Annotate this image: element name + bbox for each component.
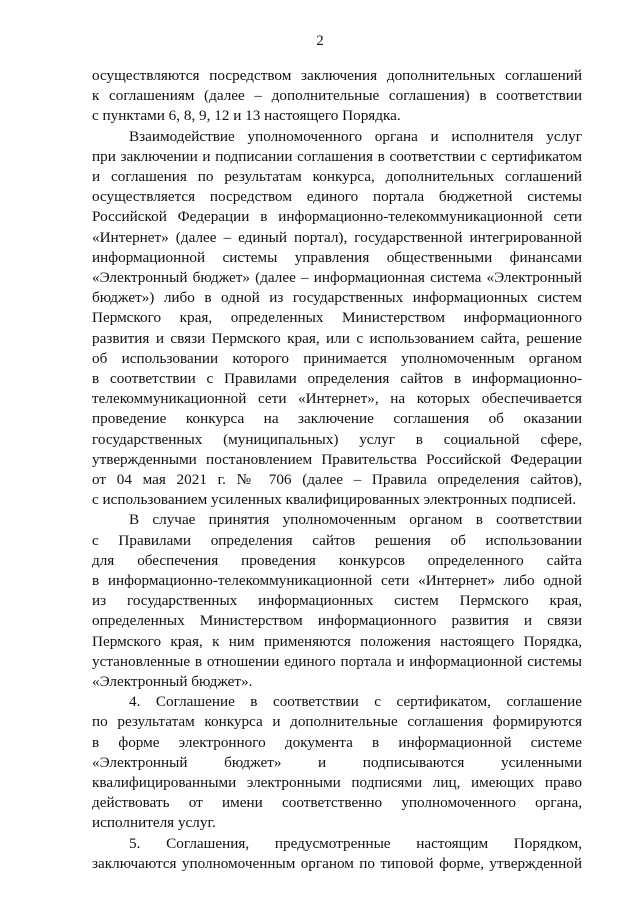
text-line: информационной системы управления общественными финансами <box>92 248 582 266</box>
text-line: с Правилами определения сайтов решения об использовании <box>92 531 582 549</box>
text-line: утвержденными постановлением Правительства Российской Федерации <box>92 450 582 468</box>
text-line: 5. Соглашения, предусмотренные настоящим Порядком, <box>129 834 582 852</box>
text-line: исполнителя услуг. <box>92 814 216 832</box>
text-line: Российской Федерации в информационно-телекоммуникационной сети <box>92 208 582 226</box>
text-line: «Электронный бюджет» (далее – информационная система «Электронный <box>92 269 582 286</box>
text-line: бюджет») либо в одной из государственных информационных систем <box>92 289 582 307</box>
text-line: «Интернет» (далее – единый портал), государственной интегрированной <box>92 228 582 246</box>
text-line: государственных (муниципальных) услуг в социальной сфере, <box>92 430 582 448</box>
text-line: для обеспечения проведения конкурсов определенного сайта <box>92 551 582 569</box>
text-line: Взаимодействие уполномоченного органа и исполнителя услуг <box>129 127 582 145</box>
text-line: при заключении и подписании соглашения в соответствии с сертификатом <box>92 147 582 165</box>
text-line: развития и связи Пермского края, или с использованием сайта, решение <box>92 329 582 347</box>
text-line: действовать от имени соответственно уполномоченного органа, <box>92 794 582 812</box>
text-line: 4. Соглашение в соответствии с сертификатом, соглашение <box>129 693 582 711</box>
text-line: Пермского края, определенных Министерством информационного <box>92 309 582 327</box>
text-line: в форме электронного документа в информационной системе <box>92 733 582 751</box>
text-line: и соглашения по результатам конкурса, дополнительных соглашений <box>92 168 582 185</box>
text-line: проведение конкурса на заключение соглашения об оказании <box>92 410 582 428</box>
text-line: Пермского края, к ним применяются положения настоящего Порядка, <box>92 632 582 650</box>
text-line: в информационно-телекоммуникационной сети «Интернет» либо одной <box>92 572 582 589</box>
text-line: по результатам конкурса и дополнительные соглашения формируются <box>92 713 582 731</box>
text-line: установленные в отношении единого портала и информационной системы <box>92 652 582 670</box>
text-line: от 04 мая 2021 г. № 706 (далее – Правила определения сайтов), <box>92 471 582 488</box>
text-line: определенных Министерством информационного развития и связи <box>92 612 582 630</box>
text-line: квалифицированными электронными подписями лиц, имеющих право <box>92 774 582 791</box>
text-line: с использованием усиленных квалифицированных электронных подписей. <box>92 491 577 509</box>
text-line: заключаются уполномоченным органом по типовой форме, утвержденной <box>92 854 582 872</box>
text-line: в соответствии с Правилами определения сайтов в информационно- <box>92 370 582 387</box>
text-line: телекоммуникационной сети «Интернет», на которых обеспечивается <box>92 390 582 408</box>
text-line: из государственных информационных систем Пермского края, <box>92 592 582 610</box>
text-line: с пунктами 6, 8, 9, 12 и 13 настоящего Порядка. <box>92 107 401 125</box>
text-line: осуществляется посредством единого портала бюджетной системы <box>92 188 582 206</box>
text-line: осуществляются посредством заключения дополнительных соглашений <box>92 67 582 84</box>
text-line: об использовании которого принимается уполномоченным органом <box>92 349 582 367</box>
text-line: к соглашениям (далее – дополнительные соглашения) в соответствии <box>92 87 582 105</box>
text-line: «Электронный бюджет» и подписываются усиленными <box>92 753 582 771</box>
page-number: 2 <box>316 33 324 49</box>
text-line: «Электронный бюджет». <box>92 673 253 690</box>
text-line: В случае принятия уполномоченным органом в соответствии <box>129 511 582 529</box>
